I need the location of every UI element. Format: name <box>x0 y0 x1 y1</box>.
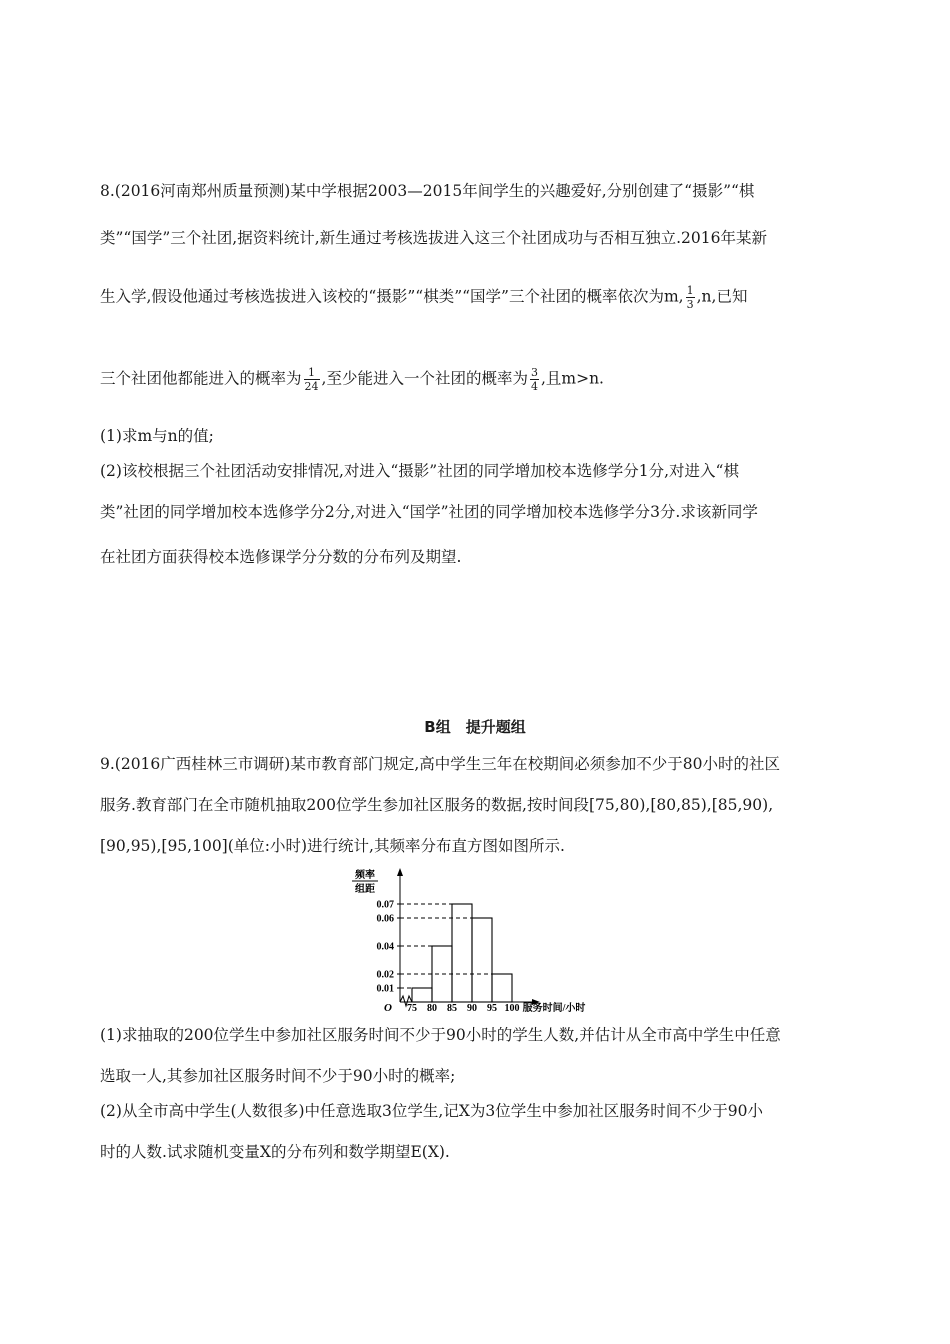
x-tick-label: 75 <box>407 1003 417 1012</box>
fraction-one-twentyfourth: $\frac{1}{24}$ <box>304 366 319 393</box>
y-tick-label: 0.01 <box>376 983 394 995</box>
y-tick-label: 0.06 <box>376 913 394 925</box>
q9-part-1-line-2: 选取一人,其参加社区服务时间不少于90小时的概率; <box>100 1067 456 1085</box>
histogram-bar <box>452 904 472 1002</box>
q9-part-2-line-2: 时的人数.试求随机变量X的分布列和数学期望E(X). <box>100 1143 450 1161</box>
x-tick-label: 95 <box>487 1003 497 1012</box>
q8-line-4 <box>100 366 604 393</box>
y-label-bottom: 组距 <box>355 884 375 895</box>
x-tick-label: 90 <box>467 1003 477 1012</box>
q8-line-3-text-b: ,n,已知 <box>696 287 748 306</box>
y-label-top: 频率 <box>355 870 375 881</box>
q9-part-2-line-1: (2)从全市高中学生(人数很多)中任意选取3位学生,记X为3位学生中参加社区服务时间不少于90小 <box>100 1102 763 1120</box>
histogram-bar <box>412 988 432 1002</box>
x-tick-label: 85 <box>447 1003 457 1012</box>
q8-line-4-text-c: ,且m>n. <box>540 369 604 388</box>
q8-part-2-line-2: 类”社团的同学增加校本选修学分2分,对进入“国学”社团的同学增加校本选修学分3分.求该新同学 <box>100 503 758 521</box>
q9-line-3: [90,95),[95,100](单位:小时)进行统计,其频率分布直方图如图所示. <box>100 837 565 855</box>
y-axis-arrow-icon <box>397 868 403 876</box>
section-title: B组 提升题组 <box>424 718 526 736</box>
q8-part-1: (1)求m与n的值; <box>100 427 214 445</box>
q8-line-2: 类”“国学”三个社团,据资料统计,新生通过考核选拔进入这三个社团成功与否相互独立.2016年某新 <box>100 229 768 247</box>
q8-part-2-line-1: (2)该校根据三个社团活动安排情况,对进入“摄影”社团的同学增加校本选修学分1分,对进入“棋 <box>100 462 739 480</box>
q8-line-1: 8.(2016河南郑州质量预测)某中学根据2003—2015年间学生的兴趣爱好,分别创建了“摄影”“棋 <box>100 182 755 200</box>
fraction-three-quarters: $\frac{3}{4}$ <box>530 366 538 393</box>
y-tick-label: 0.04 <box>376 941 394 953</box>
y-tick-label: 0.07 <box>376 899 394 911</box>
y-tick-label: 0.02 <box>376 969 394 981</box>
origin-label: O <box>384 1002 392 1012</box>
x-axis-label: 服务时间/小时 <box>522 1003 586 1012</box>
q8-line-3-text-a: 生入学,假设他通过考核选拔进入该校的“摄影”“棋类”“国学”三个社团的概率依次为m, <box>100 287 684 306</box>
q9-line-2: 服务.教育部门在全市随机抽取200位学生参加社区服务的数据,按时间段[75,80),[80,85),[85,90), <box>100 796 774 814</box>
q8-part-2-line-3: 在社团方面获得校本选修课学分分数的分布列及期望. <box>100 548 462 566</box>
q9-part-1-line-1: (1)求抽取的200位学生中参加社区服务时间不少于90小时的学生人数,并估计从全市高中学生中任意 <box>100 1026 781 1044</box>
x-tick-label: 80 <box>427 1003 437 1012</box>
q8-line-4-text-b: ,至少能进入一个社团的概率为 <box>321 369 528 388</box>
frequency-histogram <box>340 866 610 1012</box>
histogram-bar <box>472 918 492 1002</box>
fraction-one-third: $\frac{1}{3}$ <box>686 284 694 311</box>
q8-line-3 <box>100 284 747 311</box>
q8-line-4-text-a: 三个社团他都能进入的概率为 <box>100 369 302 388</box>
x-tick-label: 100 <box>504 1003 520 1012</box>
histogram-bar <box>492 974 512 1002</box>
q9-line-1: 9.(2016广西桂林三市调研)某市教育部门规定,高中学生三年在校期间必须参加不少于80小时的社区 <box>100 755 780 773</box>
